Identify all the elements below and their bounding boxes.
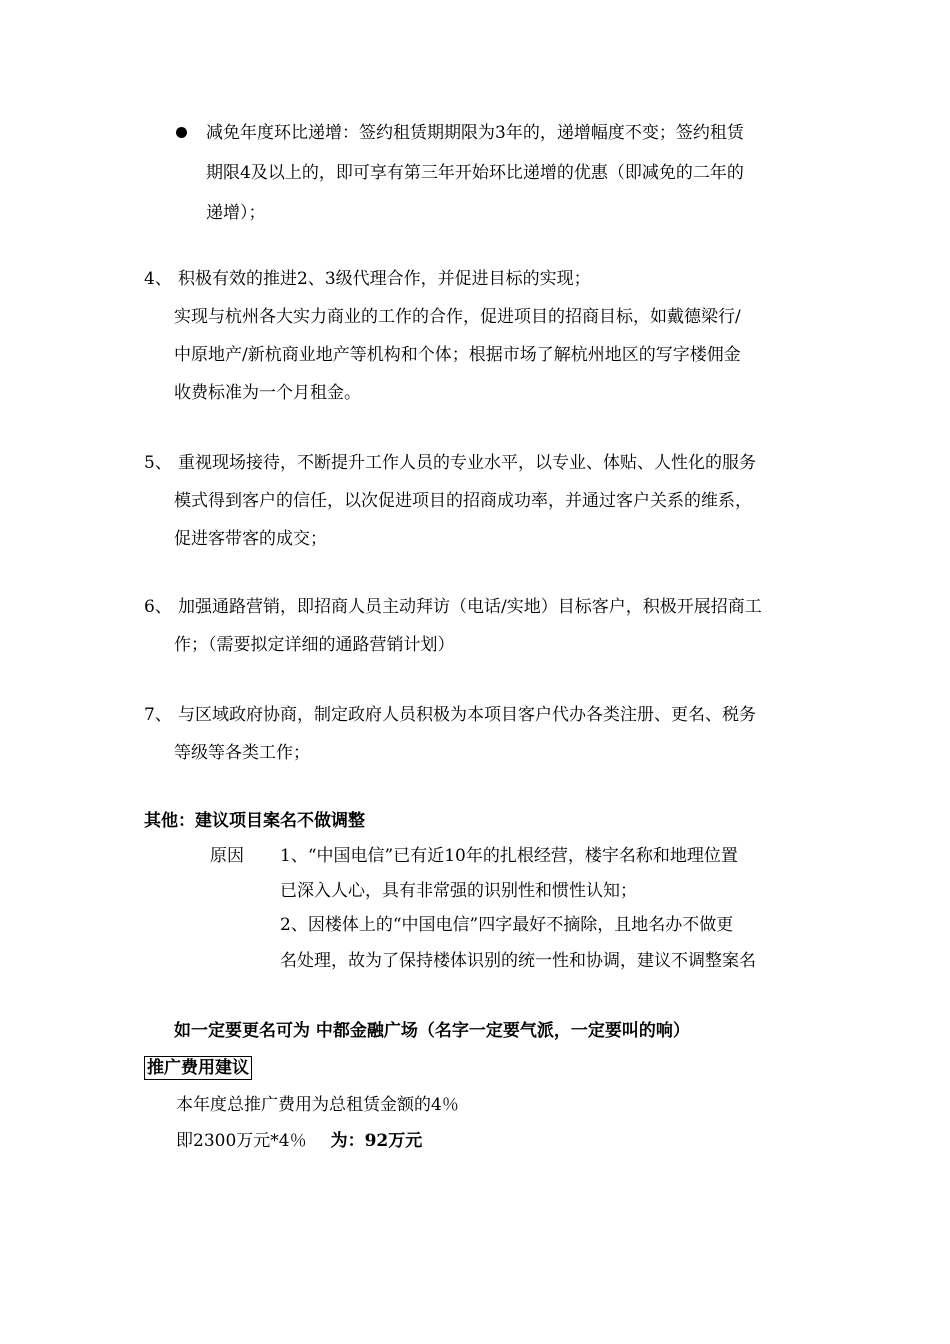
item5-line-1: 模式得到客户的信任，以次促进项目的招商成功率，并通过客户关系的维系， (174, 491, 752, 511)
item7-line-1: 等级等各类工作； (174, 743, 310, 763)
item7-heading: 与区域政府协商，制定政府人员积极为本项目客户代办各类注册、更名、税务 (178, 705, 756, 725)
promotion-result: 为：92万元 (330, 1131, 423, 1151)
reason-line-1: 1、“中国电信”已有近10年的扎根经营，楼宇名称和地理位置 (280, 846, 738, 866)
reason-line-3: 2、因楼体上的“中国电信”四字最好不摘除，且地名办不做更 (280, 915, 734, 935)
reason-line-4: 名处理，故为了保持楼体识别的统一性和协调，建议不调整案名 (280, 951, 756, 971)
promotion-line-1: 本年度总推广费用为总租赁金额的4％ (176, 1095, 459, 1115)
item5-heading: 重视现场接待，不断提升工作人员的专业水平，以专业、体贴、人性化的服务 (178, 453, 756, 473)
item4-number: 4、 (144, 269, 172, 289)
item7-number: 7、 (144, 705, 172, 725)
item4-heading: 积极有效的推进2、3级代理合作，并促进目标的实现； (178, 269, 591, 289)
bullet-line-1: 减免年度环比递增：签约租赁期期限为3年的，递增幅度不变；签约租赁 (206, 123, 744, 143)
bullet-line-3: 递增）； (206, 203, 266, 223)
item5-line-2: 促进客带客的成交； (174, 529, 327, 549)
item4-line-2: 中原地产/新杭商业地产等机构和个体；根据市场了解杭州地区的写字楼佣金 (174, 345, 741, 365)
promotion-heading: 推广费用建议 (144, 1056, 252, 1080)
reason-line-2: 已深入人心，具有非常强的识别性和惯性认知； (280, 881, 637, 901)
item4-line-3: 收费标准为一个月租金。 (174, 383, 361, 403)
other-heading: 其他：建议项目案名不做调整 (144, 811, 365, 831)
promotion-calc: 即2300万元*4％ (176, 1131, 307, 1151)
bullet-dot-icon (176, 127, 187, 138)
reason-label: 原因 (210, 846, 244, 866)
bullet-line-2: 期限4及以上的，即可享有第三年开始环比递增的优惠（即减免的二年的 (206, 163, 744, 183)
item6-line-1: 作；（需要拟定详细的通路营销计划） (174, 635, 455, 655)
item5-number: 5、 (144, 453, 172, 473)
promotion-line-2 (176, 1128, 422, 1154)
rename-suggestion: 如一定要更名可为 中都金融广场（名字一定要气派，一定要叫的响） (174, 1021, 690, 1041)
item6-heading: 加强通路营销，即招商人员主动拜访（电话/实地）目标客户，积极开展招商工 (178, 597, 762, 617)
item6-number: 6、 (144, 597, 172, 617)
item4-line-1: 实现与杭州各大实力商业的工作的合作，促进项目的招商目标，如戴德梁行/ (174, 307, 741, 327)
